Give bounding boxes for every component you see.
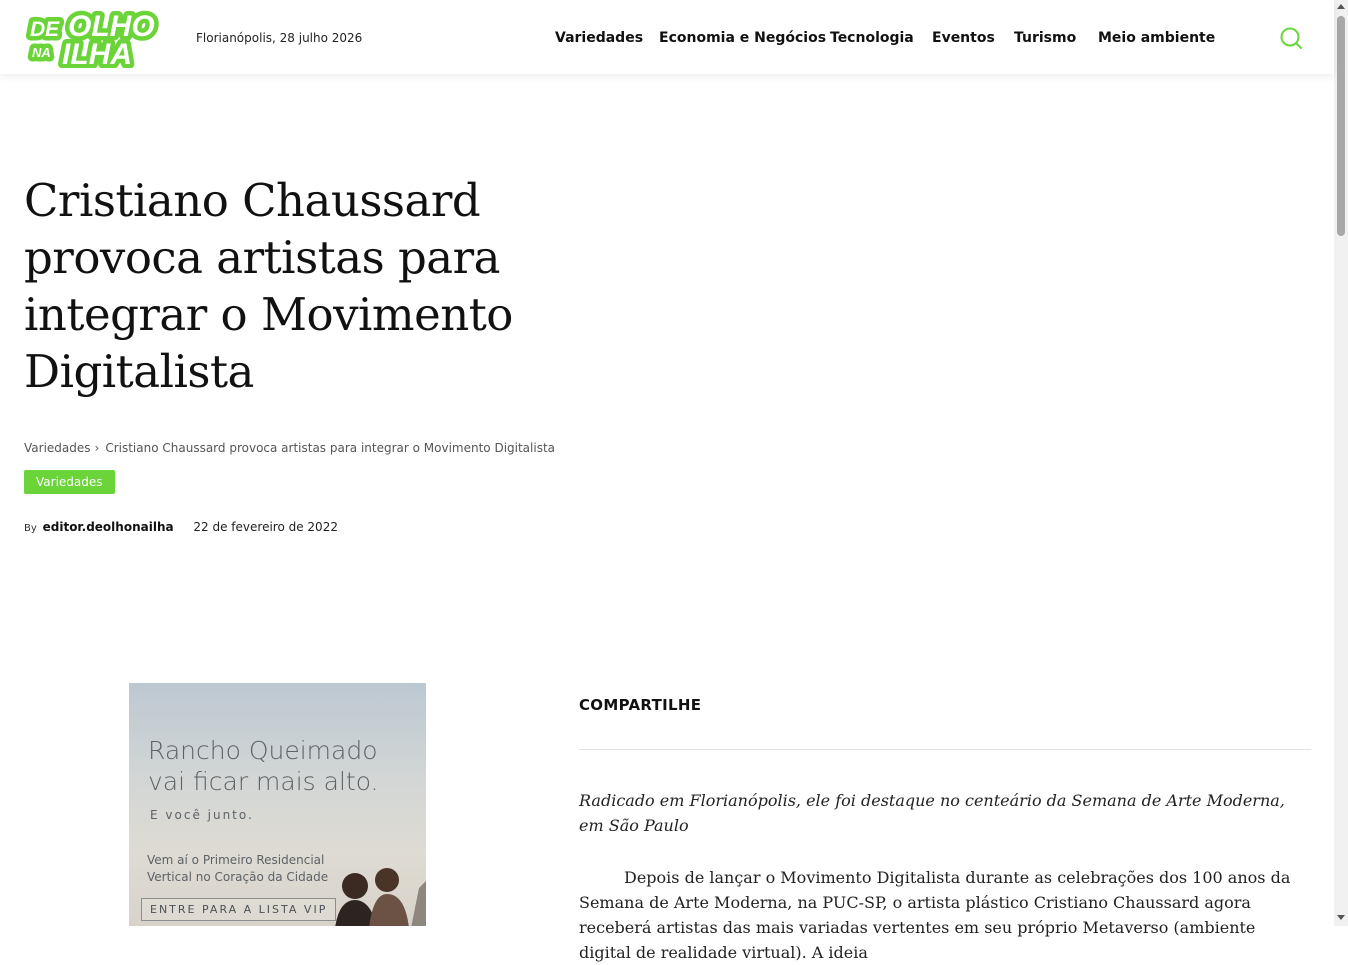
logo-word-na: NA — [32, 45, 51, 60]
nav-item-economia[interactable]: Economia e Negócios — [659, 30, 827, 46]
logo-word-olho: OLHO — [68, 10, 155, 43]
share-label: COMPARTILHE — [579, 696, 702, 714]
search-icon[interactable] — [1279, 26, 1303, 50]
scroll-thumb[interactable] — [1337, 16, 1345, 236]
breadcrumb-chevron-icon: › — [94, 441, 100, 455]
nav-item-meio-ambiente[interactable]: Meio ambiente — [1098, 30, 1216, 46]
nav-item-tecnologia[interactable]: Tecnologia — [830, 30, 914, 46]
article-lead: Radicado em Florianópolis, ele foi destaque no centeário da Semana de Arte Moderna, em São Paulo — [579, 791, 1285, 835]
article-body: Depois de lançar o Movimento Digitalista durante as celebrações dos 100 anos da Semana de Arte Moderna, na PUC-SP, o artista plástico Cristiano Chaussard agora receberá artistas das mais variadas vertentes em seu próprio Metaverso (ambiente digital de realidade virtual). A ideia — [579, 868, 1291, 962]
ad-cta-button[interactable]: ENTRE PARA A LISTA VIP — [141, 898, 336, 921]
main-nav — [0, 30, 1334, 50]
byline-by: By — [24, 523, 37, 534]
scroll-down-icon[interactable] — [1337, 915, 1345, 920]
byline — [24, 520, 338, 534]
breadcrumb-variedades[interactable]: Variedades — [24, 441, 91, 455]
logo-word-ilha: ILHA — [62, 38, 132, 68]
ad-subline: E você junto. — [150, 808, 254, 822]
ad-headline: Rancho Queimado vai ficar mais alto. — [148, 736, 379, 796]
article-title: Cristiano Chaussard provoca artistas para integrar o Movimento Digitalista — [24, 174, 513, 398]
breadcrumb-current[interactable]: Cristiano Chaussard provoca artistas para integrar o Movimento Digitalista — [105, 441, 556, 455]
ad-people-image — [329, 868, 426, 926]
author-link[interactable]: editor.deolhonailha — [42, 520, 174, 534]
nav-item-eventos[interactable]: Eventos — [932, 30, 995, 46]
nav-item-turismo[interactable]: Turismo — [1014, 30, 1077, 46]
scroll-up-icon[interactable] — [1337, 4, 1345, 9]
page-scrollbar[interactable] — [1334, 0, 1348, 926]
nav-item-variedades[interactable]: Variedades — [555, 30, 644, 46]
category-badge[interactable]: Variedades — [24, 470, 115, 494]
breadcrumb — [24, 441, 555, 455]
share-divider — [579, 749, 1311, 750]
site-header — [0, 0, 1334, 74]
ad-description: Vem aí o Primeiro Residencial Vertical no Coração da Cidade — [147, 853, 329, 884]
logo-word-de: DE — [30, 18, 60, 41]
header-date: Florianópolis, 28 julho 2026 — [196, 31, 363, 45]
ad-banner[interactable] — [129, 683, 426, 926]
publish-date: 22 de fevereiro de 2022 — [193, 520, 338, 534]
